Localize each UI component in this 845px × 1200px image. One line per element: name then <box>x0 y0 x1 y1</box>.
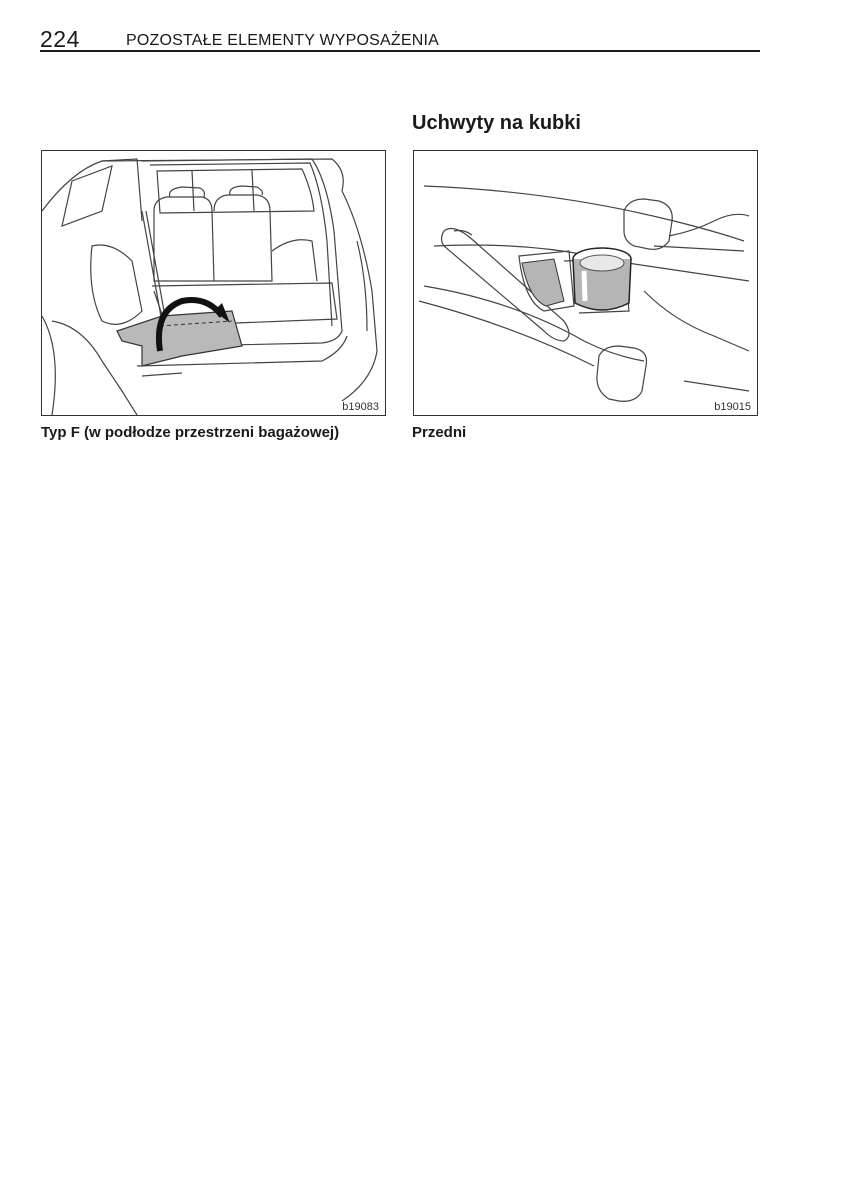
figure-code: b19083 <box>342 401 379 413</box>
caption-luggage-cup-holder: Typ F (w podłodze przestrzeni bagażowej) <box>41 424 340 441</box>
front-cup-holder-illustration <box>414 151 757 415</box>
figure-code: b19015 <box>714 401 751 413</box>
caption-front-cup-holder: Przedni <box>412 424 467 441</box>
figure-luggage-compartment <box>41 150 386 416</box>
page-number: 224 <box>40 26 80 52</box>
subheading-cup-holders: Uchwyty na kubki <box>412 112 581 134</box>
figure-front-cup-holder <box>413 150 758 416</box>
section-title: POZOSTAŁE ELEMENTY WYPOSAŻENIA <box>126 32 440 49</box>
header-rule <box>40 50 760 52</box>
luggage-compartment-illustration <box>42 151 385 415</box>
